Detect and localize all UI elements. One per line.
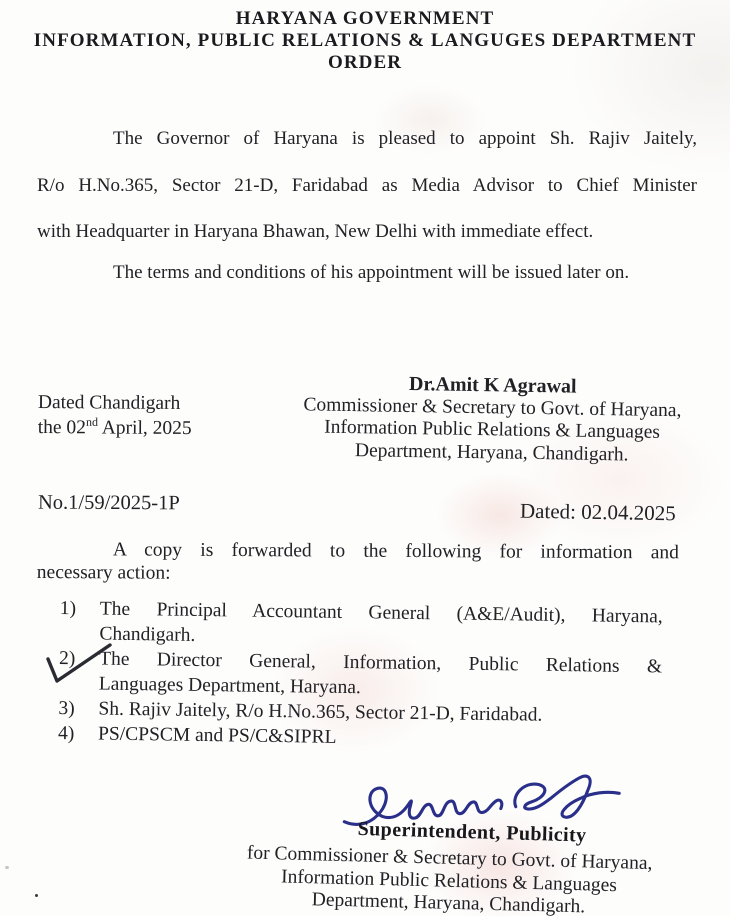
paragraph-line: with Headquarter in Haryana Bhawan, New Delhi with immediate effect. <box>37 221 594 242</box>
list-item-line: Chandigarh. <box>99 623 196 646</box>
document-header <box>0 8 730 74</box>
intro-line: necessary action: <box>36 561 171 584</box>
footer-line: for Commissioner & Secretary to Govt. of Haryana, <box>246 842 653 875</box>
date-rest: April, 2025 <box>97 417 192 440</box>
list-item-line: The Director General, Information, Public Relations & <box>98 648 663 678</box>
signatory-line: Department, Haryana, Chandigarh. <box>354 439 629 465</box>
signatory-block <box>282 371 703 468</box>
forwarding-intro <box>37 538 679 587</box>
signatory-line: Information Public Relations & Languages <box>324 416 661 443</box>
list-item-line: The Principal Accountant General (A&E/Audit), Haryana, <box>99 598 663 628</box>
list-item-line: Languages Department, Haryana. <box>98 673 361 699</box>
list-item <box>59 596 670 655</box>
list-item-number: 2) <box>58 647 76 670</box>
ordinal-superscript: nd <box>85 414 99 429</box>
ink-speck <box>5 866 9 869</box>
tick-mark-icon <box>44 642 116 688</box>
list-item-number: 3) <box>58 697 75 720</box>
header-order-title: ORDER <box>327 52 403 73</box>
date-place-block <box>38 390 192 441</box>
list-item-number: 4) <box>57 722 75 745</box>
header-government: HARYANA GOVERNMENT <box>235 8 495 29</box>
list-item-text <box>99 597 663 655</box>
footer-signatory-block <box>188 841 710 922</box>
header-department: INFORMATION, PUBLIC RELATIONS & LANGUGES DEPARTMENT <box>33 30 697 51</box>
dated-place: Dated Chandigarh <box>37 391 181 414</box>
list-item-number: 1) <box>59 597 77 620</box>
list-item-line: PS/CPSCM and PS/C&SIPRL <box>97 723 337 748</box>
signature-title: Superintendent, Publicity <box>357 817 587 847</box>
ink-speck <box>35 894 38 897</box>
date-day: the 02 <box>37 416 87 439</box>
dated-line <box>38 415 192 441</box>
appointment-paragraph <box>37 116 697 256</box>
intro-line: A copy is forwarded to the following for information and <box>112 539 679 564</box>
signatory-name: Dr.Amit K Agrawal <box>408 372 577 398</box>
forwarding-list <box>58 596 670 755</box>
terms-paragraph <box>37 250 697 297</box>
reference-number: No.1/59/2025-1P <box>37 491 180 515</box>
footer-line: Department, Haryana, Chandigarh. <box>311 889 586 918</box>
paragraph-line: R/o H.No.365, Sector 21-D, Faridabad as Media Advisor to Chief Minister <box>37 174 697 196</box>
signatory-line: Commissioner & Secretary to Govt. of Haryana, <box>303 393 682 421</box>
reference-date: Dated: 02.04.2025 <box>519 498 676 526</box>
paragraph-line: The Governor of Haryana is pleased to appoint Sh. Rajiv Jaitely, <box>113 128 697 149</box>
footer-line: Information Public Relations & Languages <box>280 865 618 896</box>
paragraph-line: The terms and conditions of his appointment will be issued later on. <box>113 262 630 283</box>
list-item-line: Sh. Rajiv Jaitely, R/o H.No.365, Sector 21-D, Faridabad. <box>98 698 543 726</box>
list-item <box>59 646 670 705</box>
list-item-text <box>99 647 663 705</box>
